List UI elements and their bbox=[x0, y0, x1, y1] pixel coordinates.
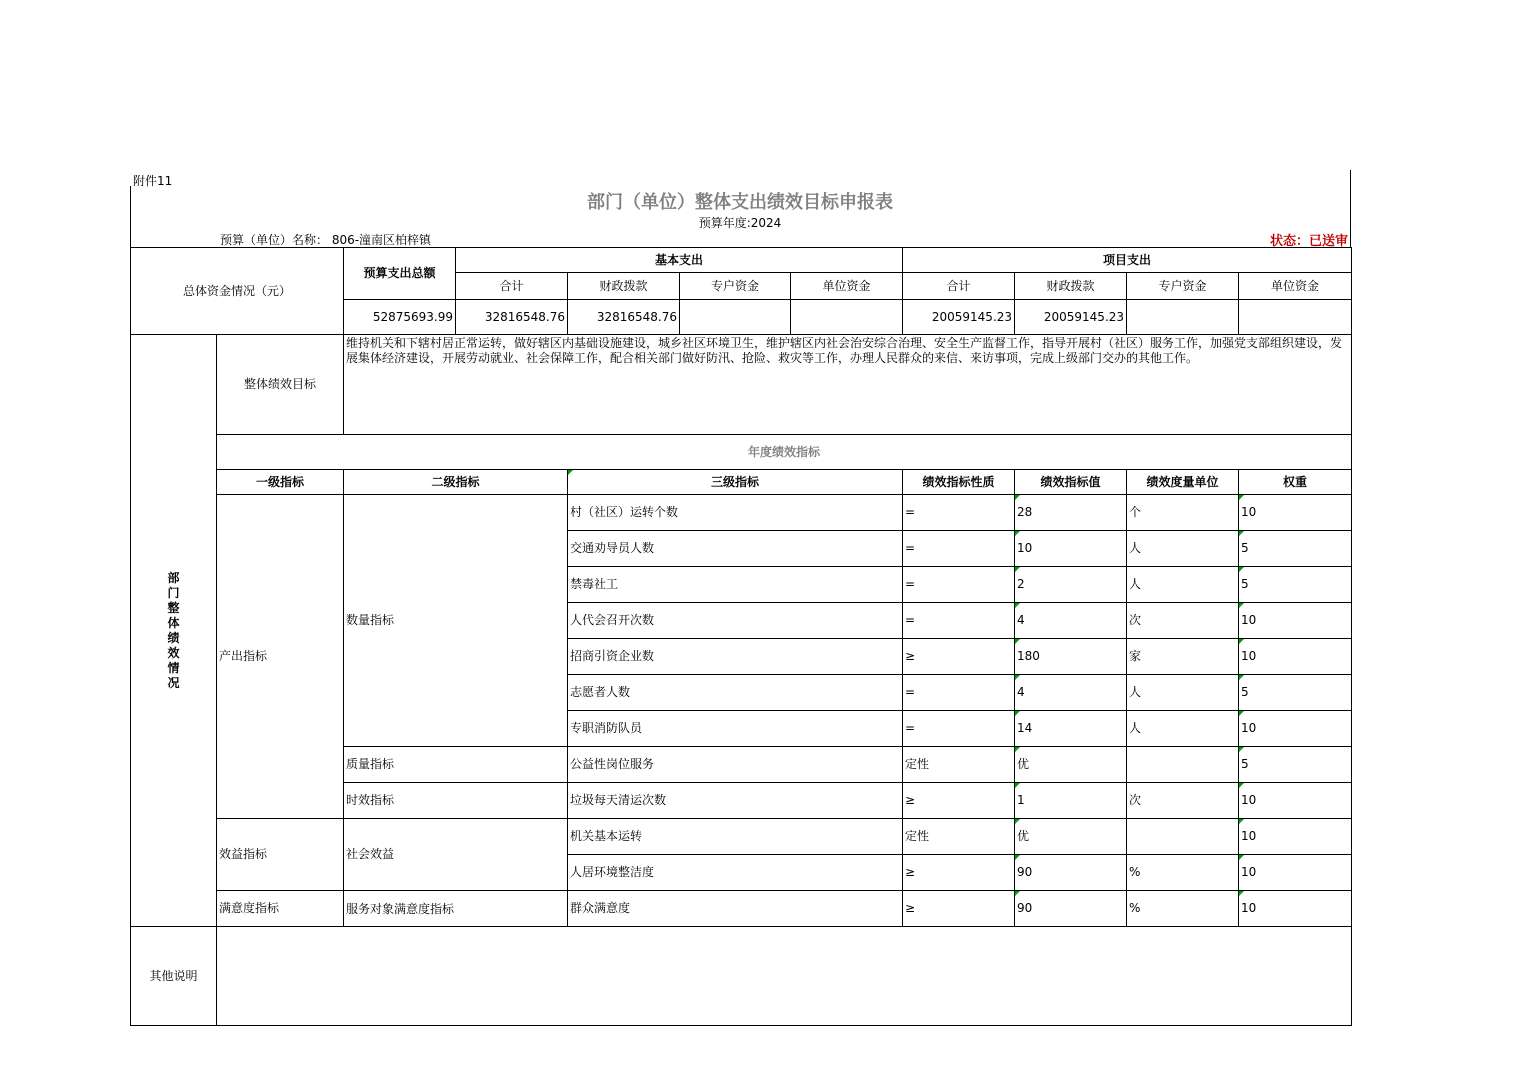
indicator-value: 90 bbox=[1015, 891, 1127, 927]
basic-fiscal-header: 财政拨款 bbox=[568, 273, 680, 300]
right-border bbox=[1350, 170, 1351, 248]
indicator-weight: 10 bbox=[1239, 819, 1352, 855]
indicator-nature: 定性 bbox=[903, 747, 1015, 783]
annual-header: 年度绩效指标 bbox=[217, 435, 1352, 470]
indicator-name: 专职消防队员 bbox=[568, 711, 903, 747]
indicator-value: 28 bbox=[1015, 495, 1127, 531]
indicator-weight: 5 bbox=[1239, 531, 1352, 567]
level2-quantity: 数量指标 bbox=[344, 495, 568, 747]
status-badge: 状态：已送审 bbox=[1269, 234, 1348, 249]
indicator-weight: 5 bbox=[1239, 747, 1352, 783]
indicator-unit: 次 bbox=[1127, 603, 1239, 639]
goal-label: 整体绩效目标 bbox=[217, 335, 344, 435]
indicator-nature: = bbox=[903, 531, 1015, 567]
other-label: 其他说明 bbox=[131, 927, 217, 1026]
project-unit-value bbox=[1239, 300, 1352, 335]
basic-special-value bbox=[680, 300, 791, 335]
project-fiscal-header: 财政拨款 bbox=[1015, 273, 1127, 300]
indicator-nature: ≥ bbox=[903, 855, 1015, 891]
total-value: 52875693.99 bbox=[344, 300, 456, 335]
indicator-value: 1 bbox=[1015, 783, 1127, 819]
project-expense-label: 项目支出 bbox=[903, 248, 1352, 273]
col-weight: 权重 bbox=[1239, 470, 1352, 495]
col-unit: 绩效度量单位 bbox=[1127, 470, 1239, 495]
budget-year: 预算年度:2024 bbox=[698, 216, 782, 230]
indicator-unit: % bbox=[1127, 891, 1239, 927]
basic-unit-value bbox=[791, 300, 903, 335]
project-fiscal-value: 20059145.23 bbox=[1015, 300, 1127, 335]
indicator-value: 4 bbox=[1015, 675, 1127, 711]
indicator-name: 交通劝导员人数 bbox=[568, 531, 903, 567]
indicator-weight: 5 bbox=[1239, 675, 1352, 711]
attachment-label: 附件11 bbox=[133, 174, 173, 188]
indicator-unit: 个 bbox=[1127, 495, 1239, 531]
level2-service-satisfaction-text: 服务对象满意度指标 bbox=[346, 901, 455, 916]
indicator-weight: 10 bbox=[1239, 639, 1352, 675]
other-text bbox=[217, 927, 1352, 1026]
indicator-value: 90 bbox=[1015, 855, 1127, 891]
level1-benefit: 效益指标 bbox=[217, 819, 344, 891]
level2-quality: 质量指标 bbox=[344, 747, 568, 783]
indicator-name: 志愿者人数 bbox=[568, 675, 903, 711]
col-level2: 二级指标 bbox=[344, 470, 568, 495]
indicator-name: 群众满意度 bbox=[568, 891, 903, 927]
indicator-unit: 次 bbox=[1127, 783, 1239, 819]
indicator-value: 10 bbox=[1015, 531, 1127, 567]
page-title: 部门（单位）整体支出绩效目标申报表 bbox=[587, 192, 893, 213]
indicator-nature: ≥ bbox=[903, 891, 1015, 927]
indicator-weight: 5 bbox=[1239, 567, 1352, 603]
indicator-weight: 10 bbox=[1239, 603, 1352, 639]
indicator-value: 优 bbox=[1015, 819, 1127, 855]
basic-fiscal-value: 32816548.76 bbox=[568, 300, 680, 335]
indicator-unit: 人 bbox=[1127, 531, 1239, 567]
indicator-weight: 10 bbox=[1239, 855, 1352, 891]
col-nature: 绩效指标性质 bbox=[903, 470, 1015, 495]
funds-row-label: 总体资金情况（元） bbox=[131, 248, 344, 335]
level2-social: 社会效益 bbox=[344, 819, 568, 891]
indicator-nature: ≥ bbox=[903, 783, 1015, 819]
level1-satisfaction: 满意度指标 bbox=[217, 891, 344, 927]
indicator-nature: 定性 bbox=[903, 819, 1015, 855]
goal-text: 维持机关和下辖村居正常运转，做好辖区内基础设施建设，城乡社区环境卫生，维护辖区内社会治安综合治理、安全生产监督工作，指导开展村（社区）服务工作，加强党支部组织建设，发展集体经济建设，开展劳动就业、社会保障工作，配合相关部门做好防汛、抢险、救灾等工作，办理人民群众的来信、来访事项，完成上级部门交办的其他工作。 bbox=[344, 335, 1352, 435]
indicator-name: 公益性岗位服务 bbox=[568, 747, 903, 783]
indicator-unit: 家 bbox=[1127, 639, 1239, 675]
indicator-weight: 10 bbox=[1239, 495, 1352, 531]
indicator-unit bbox=[1127, 819, 1239, 855]
indicator-name: 村（社区）运转个数 bbox=[568, 495, 903, 531]
project-total-header: 合计 bbox=[903, 273, 1015, 300]
indicator-unit: 人 bbox=[1127, 711, 1239, 747]
indicator-nature: = bbox=[903, 711, 1015, 747]
basic-unit-header: 单位资金 bbox=[791, 273, 903, 300]
indicator-nature: = bbox=[903, 495, 1015, 531]
col-value: 绩效指标值 bbox=[1015, 470, 1127, 495]
indicator-nature: = bbox=[903, 567, 1015, 603]
indicator-unit: 人 bbox=[1127, 675, 1239, 711]
basic-special-header: 专户资金 bbox=[680, 273, 791, 300]
indicator-value: 14 bbox=[1015, 711, 1127, 747]
indicator-name: 机关基本运转 bbox=[568, 819, 903, 855]
indicator-nature: = bbox=[903, 603, 1015, 639]
indicator-unit: 人 bbox=[1127, 567, 1239, 603]
indicator-name: 人居环境整洁度 bbox=[568, 855, 903, 891]
level2-service-satisfaction bbox=[344, 891, 568, 927]
indicator-value: 2 bbox=[1015, 567, 1127, 603]
level1-output: 产出指标 bbox=[217, 495, 344, 819]
indicator-name: 垃圾每天清运次数 bbox=[568, 783, 903, 819]
section-label: 部 门 整 体 绩 效 情 况 bbox=[131, 335, 217, 927]
indicator-weight: 10 bbox=[1239, 711, 1352, 747]
indicator-name: 人代会召开次数 bbox=[568, 603, 903, 639]
project-total-value: 20059145.23 bbox=[903, 300, 1015, 335]
indicator-unit: % bbox=[1127, 855, 1239, 891]
indicator-name: 禁毒社工 bbox=[568, 567, 903, 603]
indicator-nature: = bbox=[903, 675, 1015, 711]
indicator-weight: 10 bbox=[1239, 783, 1352, 819]
indicator-weight: 10 bbox=[1239, 891, 1352, 927]
basic-total-header: 合计 bbox=[456, 273, 568, 300]
level2-timeliness: 时效指标 bbox=[344, 783, 568, 819]
basic-total-value: 32816548.76 bbox=[456, 300, 568, 335]
indicator-value: 180 bbox=[1015, 639, 1127, 675]
project-unit-header: 单位资金 bbox=[1239, 273, 1352, 300]
col-level3: 三级指标 bbox=[568, 470, 903, 495]
indicator-name: 招商引资企业数 bbox=[568, 639, 903, 675]
basic-expense-label: 基本支出 bbox=[456, 248, 903, 273]
indicator-value: 优 bbox=[1015, 747, 1127, 783]
indicator-value: 4 bbox=[1015, 603, 1127, 639]
unit-name: 预算（单位）名称： 806-潼南区柏梓镇 bbox=[220, 233, 432, 247]
performance-table bbox=[130, 247, 1352, 1026]
total-label: 预算支出总额 bbox=[344, 248, 456, 300]
col-level1: 一级指标 bbox=[217, 470, 344, 495]
indicator-nature: ≥ bbox=[903, 639, 1015, 675]
indicator-unit bbox=[1127, 747, 1239, 783]
project-special-header: 专户资金 bbox=[1127, 273, 1239, 300]
project-special-value bbox=[1127, 300, 1239, 335]
